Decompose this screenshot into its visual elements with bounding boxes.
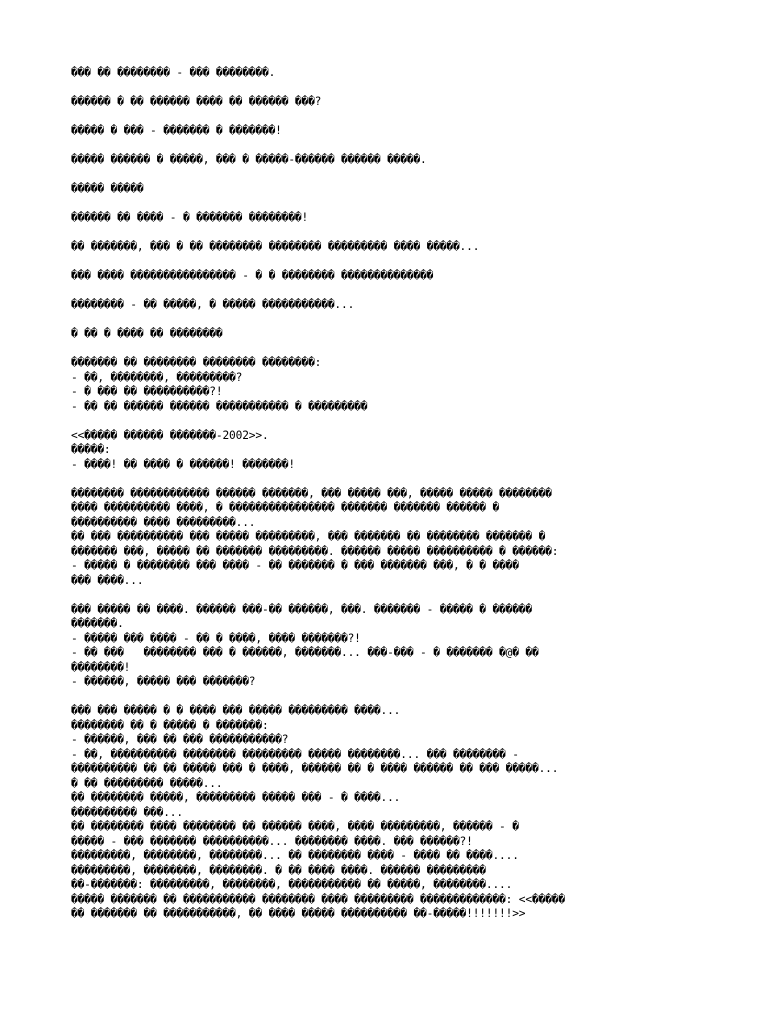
text-line: ������ �� ���� - � ������� ��������! — [71, 211, 309, 224]
paragraph-gap — [71, 110, 711, 125]
paragraph-gap — [71, 588, 711, 603]
text-line: ��-�������: ���������, ��������, ����������� �� �����, ��������.... — [71, 878, 513, 891]
text-line: �������� ������������ ������ �������, ��� ����� ���, ����� ����� �������� — [71, 486, 552, 500]
text-line: �� �������� �����, ��������� ����� ��� - � ����... — [71, 791, 401, 804]
text-line: ���������, ��������, ��������... �� �������� ���� - ���� �� ����.... — [71, 849, 519, 862]
paragraph-gap — [71, 342, 711, 357]
paragraph-gap — [71, 168, 711, 183]
text-line: ����� ����� — [71, 182, 144, 195]
text-line: ���������, ��������, ��������. � �� ���� ����. ������ ��������� — [71, 863, 486, 877]
text-line: - ����! �� ���� � ������! �������! — [71, 457, 295, 471]
text-line: �������. — [71, 617, 124, 630]
text-line: ���������� ���� ���������... — [71, 515, 256, 529]
paragraph-gap — [71, 139, 711, 154]
text-line: ���������� ���... — [71, 805, 183, 819]
paragraph-gap — [71, 414, 711, 429]
text-line: - � ��� �� ����������?! — [71, 385, 223, 398]
text-line: ����� ������� �� ����������� �������� ���� ��������� �������������: <<����� — [71, 892, 565, 906]
text-line: - ����� � �������� ��� ���� - �� ������� � ��� ������� ���, � � ���� — [71, 559, 519, 572]
text-line: ����� � ��� - ������� � �������! — [71, 124, 282, 137]
text-line: ������ � �� ������ ���� �� ������ ���? — [71, 95, 322, 108]
text-line: ��������! — [71, 660, 131, 674]
text-line: - �� ��� �������� ��� � ������, �������... ���-��� - � ������� �@� �� — [71, 646, 539, 659]
text-line: �����: — [71, 443, 111, 456]
text-line: ����� ������ � �����, ��� � �����-������ ������ �����. — [71, 153, 427, 166]
text-line: ��� ���� ���������������� - � � �������� �������������� — [71, 269, 434, 282]
text-line: ��� ��� ����� � � ���� ��� ����� ��������� ����... — [71, 704, 401, 717]
text-line: �� �������, ��� � �� �������� �������� ��������� ���� �����... — [71, 240, 480, 253]
text-line: - ��, ���������� �������� ��������� ����� ��������... ��� �������� - — [71, 747, 519, 761]
text-line: �������� �� � ����� � �������: — [71, 718, 269, 732]
text-line: - �� �� ������ ������ ����������� � ��������� — [71, 399, 368, 413]
text-line: ����� - ��� ������� ����������... �������� ����. ��� ������?! — [71, 834, 473, 848]
text-line: � �� ��������� �����... — [71, 776, 223, 790]
text-line: - ������, ��� �� ��� �����������? — [71, 733, 289, 746]
text-line: ���� ���������� ����, � ���������������� ������� ������� ������ � — [71, 501, 500, 514]
paragraph-gap — [71, 255, 711, 270]
paragraph-gap — [71, 313, 711, 328]
text-line: �� �������� ���� �������� �� ������ ����, ���� ���������, ������ - � — [71, 820, 519, 833]
paragraph-gap — [71, 284, 711, 299]
text-line: ��� �� �������� - ��� ��������. — [71, 66, 276, 79]
text-line: <<����� ������ �������-2002>>. — [71, 428, 269, 442]
text-line: ���������� �� �� ����� ��� � ����, ������ �� � ���� ������ �� ��� �����... — [71, 762, 559, 775]
text-line: ��� ����... — [71, 573, 144, 587]
paragraph-gap — [71, 472, 711, 487]
text-line: - ������, ����� ��� �������? — [71, 675, 256, 688]
text-line: �� ��� ���������� ��� ����� ���������, ��� ������� �� �������� ������� � — [71, 530, 546, 543]
text-line: � �� � ���� �� �������� — [71, 327, 223, 340]
text-line: ��� ����� �� ����. ������ ���-�� ������, ���. ������� - ����� � ������ — [71, 602, 532, 616]
text-line: ������� �� �������� �������� ��������: — [71, 356, 322, 369]
paragraph-gap — [71, 197, 711, 212]
paragraph-gap — [71, 226, 711, 241]
text-line: ������� ���, ����� �� ������� ���������. ������ ����� ���������� � ������: — [71, 544, 559, 558]
paragraph-gap — [71, 81, 711, 96]
text-line: - ����� ��� ���� - �� � ����, ���� �������?! — [71, 631, 361, 645]
paragraph-gap — [71, 690, 711, 705]
document-body — [71, 66, 711, 922]
text-line: �� ������� �� �����������, �� ���� ����� ���������� ��-�����!!!!!!!>> — [71, 907, 526, 920]
text-line: �������� - �� �����, � ����� �����������... — [71, 298, 355, 311]
text-line: - ��, ��������, ���������? — [71, 370, 243, 384]
